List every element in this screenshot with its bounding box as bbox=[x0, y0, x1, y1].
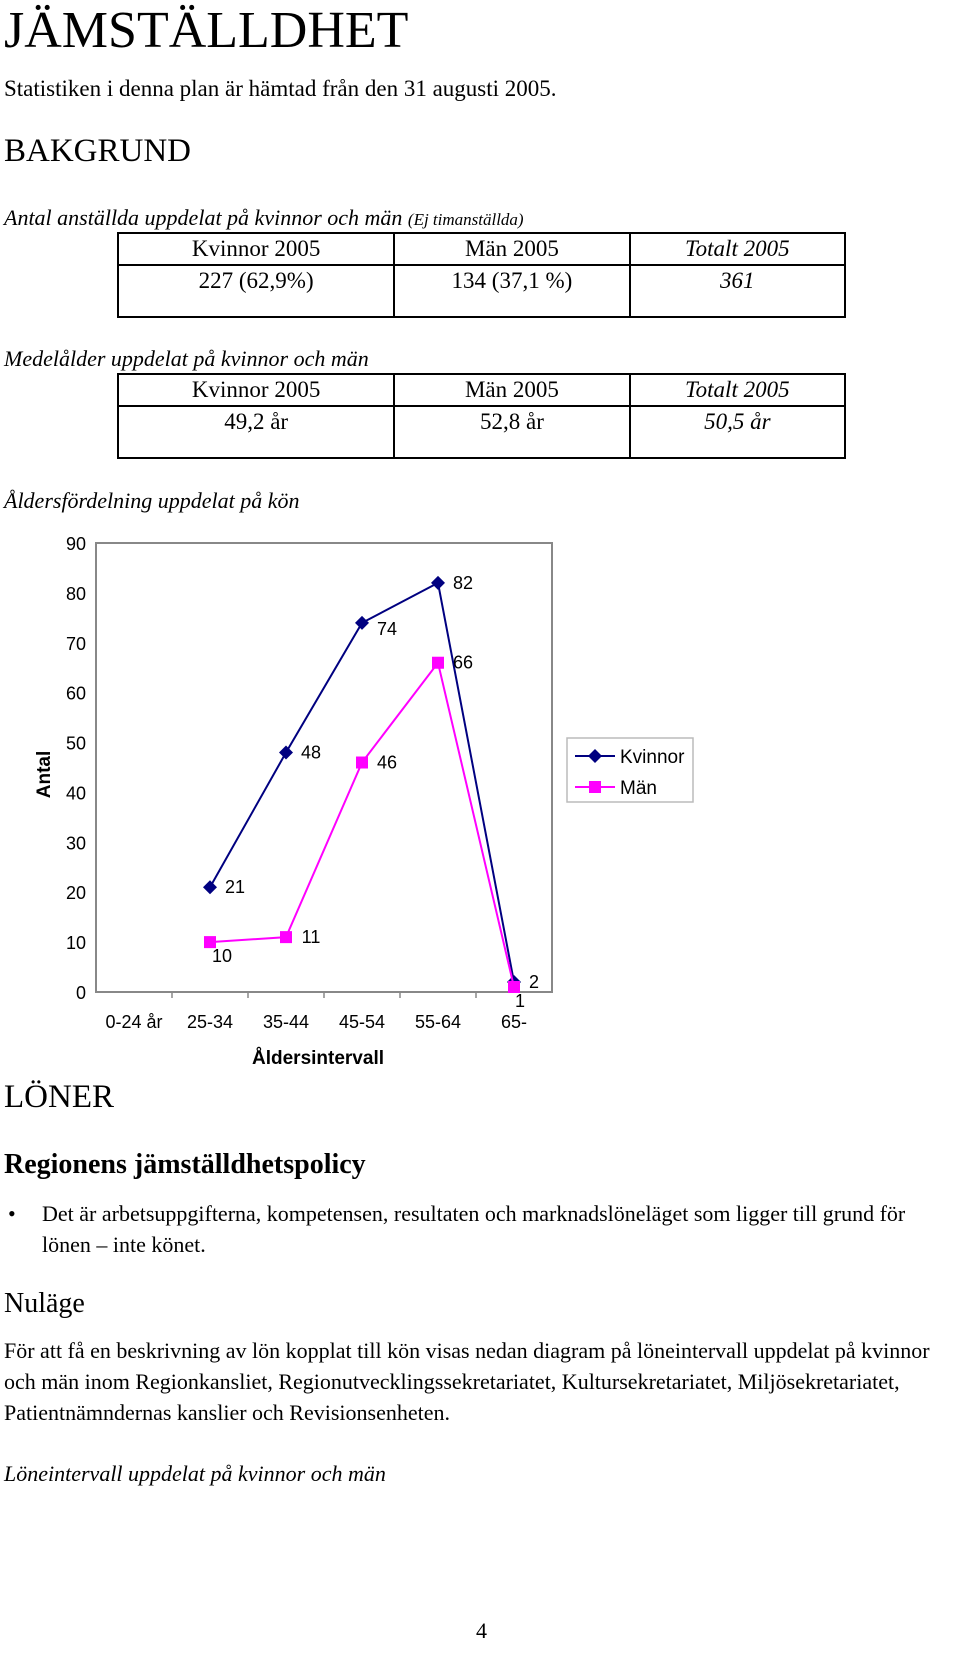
table2-header-total: Totalt 2005 bbox=[630, 374, 845, 406]
data-label: 46 bbox=[376, 752, 398, 773]
data-point-man bbox=[280, 931, 292, 943]
data-label: 21 bbox=[224, 877, 246, 898]
y-tick-label: 70 bbox=[65, 633, 86, 654]
table1-value-men: 134 (37,1 %) bbox=[394, 265, 629, 317]
table2-header-men: Män 2005 bbox=[394, 374, 629, 406]
nulage-paragraph: För att få en beskrivning av lön kopplat till kön visas nedan diagram på löneintervall uppdelat på kvinnor och män inom Regionkansliet, Regionutvecklingssekretariatet, Kultursekretariatet, Miljösekretariatet, Patientnämndernas kanslier och Revisionsenheten. bbox=[4, 1338, 930, 1425]
data-label: 2 bbox=[528, 972, 540, 993]
x-axis-label: Åldersintervall bbox=[252, 1048, 384, 1069]
y-tick-label: 40 bbox=[65, 783, 86, 804]
data-label: 48 bbox=[300, 742, 322, 763]
y-tick-label: 90 bbox=[65, 534, 86, 554]
table1-header-women: Kvinnor 2005 bbox=[118, 233, 394, 265]
average-age-table bbox=[117, 373, 846, 459]
table1-caption-main: Antal anställda uppdelat på kvinnor och män bbox=[4, 205, 403, 230]
table1-value-women: 227 (62,9%) bbox=[118, 265, 394, 317]
data-point-man bbox=[432, 657, 444, 669]
table2-value-total: 50,5 år bbox=[630, 406, 845, 458]
section-heading-loner: LÖNER bbox=[4, 1079, 114, 1115]
y-axis-label: Antal bbox=[34, 750, 55, 799]
y-tick-label: 60 bbox=[65, 683, 86, 704]
y-tick-label: 0 bbox=[75, 983, 86, 1003]
bullet-dot: • bbox=[8, 1201, 16, 1226]
nulage-heading: Nuläge bbox=[4, 1288, 85, 1319]
data-label: 11 bbox=[301, 927, 321, 948]
employees-table bbox=[117, 232, 846, 318]
table2-caption: Medelålder uppdelat på kvinnor och män bbox=[4, 346, 369, 371]
data-label: 82 bbox=[452, 572, 474, 593]
x-tick-label: 35-44 bbox=[262, 1012, 310, 1032]
y-tick-label: 30 bbox=[65, 833, 86, 854]
y-tick-label: 50 bbox=[65, 733, 86, 754]
y-tick-label: 20 bbox=[65, 883, 86, 904]
salary-chart-caption: Löneintervall uppdelat på kvinnor och män bbox=[4, 1461, 386, 1486]
table2-header-women: Kvinnor 2005 bbox=[118, 374, 394, 406]
data-label: 74 bbox=[376, 618, 398, 639]
data-label: 1 bbox=[514, 991, 526, 1012]
x-tick-label: 55-64 bbox=[414, 1012, 462, 1032]
table1-caption bbox=[4, 205, 524, 231]
intro-text: Statistiken i denna plan är hämtad från den 31 augusti 2005. bbox=[4, 76, 557, 101]
x-tick-label: 25-34 bbox=[186, 1012, 234, 1032]
table2-value-men: 52,8 år bbox=[394, 406, 629, 458]
table1-caption-note: (Ej timanställda) bbox=[407, 210, 524, 229]
data-label: 66 bbox=[452, 652, 474, 673]
age-distribution-chart bbox=[0, 520, 720, 1080]
x-tick-label: 65- bbox=[500, 1012, 528, 1032]
table2-value-women: 49,2 år bbox=[118, 406, 394, 458]
policy-bullet-text: Det är arbetsuppgifterna, kompetensen, resultaten och marknadslöneläget som ligger till grund för lönen – inte könet. bbox=[42, 1201, 906, 1257]
legend-label: Män bbox=[620, 778, 657, 799]
page-title: JÄMSTÄLLDHET bbox=[4, 2, 409, 59]
table1-value-total: 361 bbox=[630, 265, 845, 317]
legend-label: Kvinnor bbox=[620, 747, 685, 768]
page-number: 4 bbox=[476, 1618, 487, 1643]
data-label: 10 bbox=[211, 946, 233, 967]
x-tick-label: 45-54 bbox=[338, 1012, 386, 1032]
y-tick-label: 10 bbox=[65, 933, 86, 954]
plot-area bbox=[96, 543, 552, 992]
x-tick-label: 0-24 år bbox=[105, 1012, 163, 1032]
legend-marker-man bbox=[589, 781, 601, 793]
table1-header-total: Totalt 2005 bbox=[630, 233, 845, 265]
table1-header-men: Män 2005 bbox=[394, 233, 629, 265]
chart-caption: Åldersfördelning uppdelat på kön bbox=[4, 488, 300, 513]
policy-heading: Regionens jämställdhetspolicy bbox=[4, 1149, 366, 1180]
y-tick-label: 80 bbox=[65, 583, 86, 604]
data-point-man bbox=[356, 757, 368, 769]
section-heading-bakgrund: BAKGRUND bbox=[4, 133, 192, 169]
